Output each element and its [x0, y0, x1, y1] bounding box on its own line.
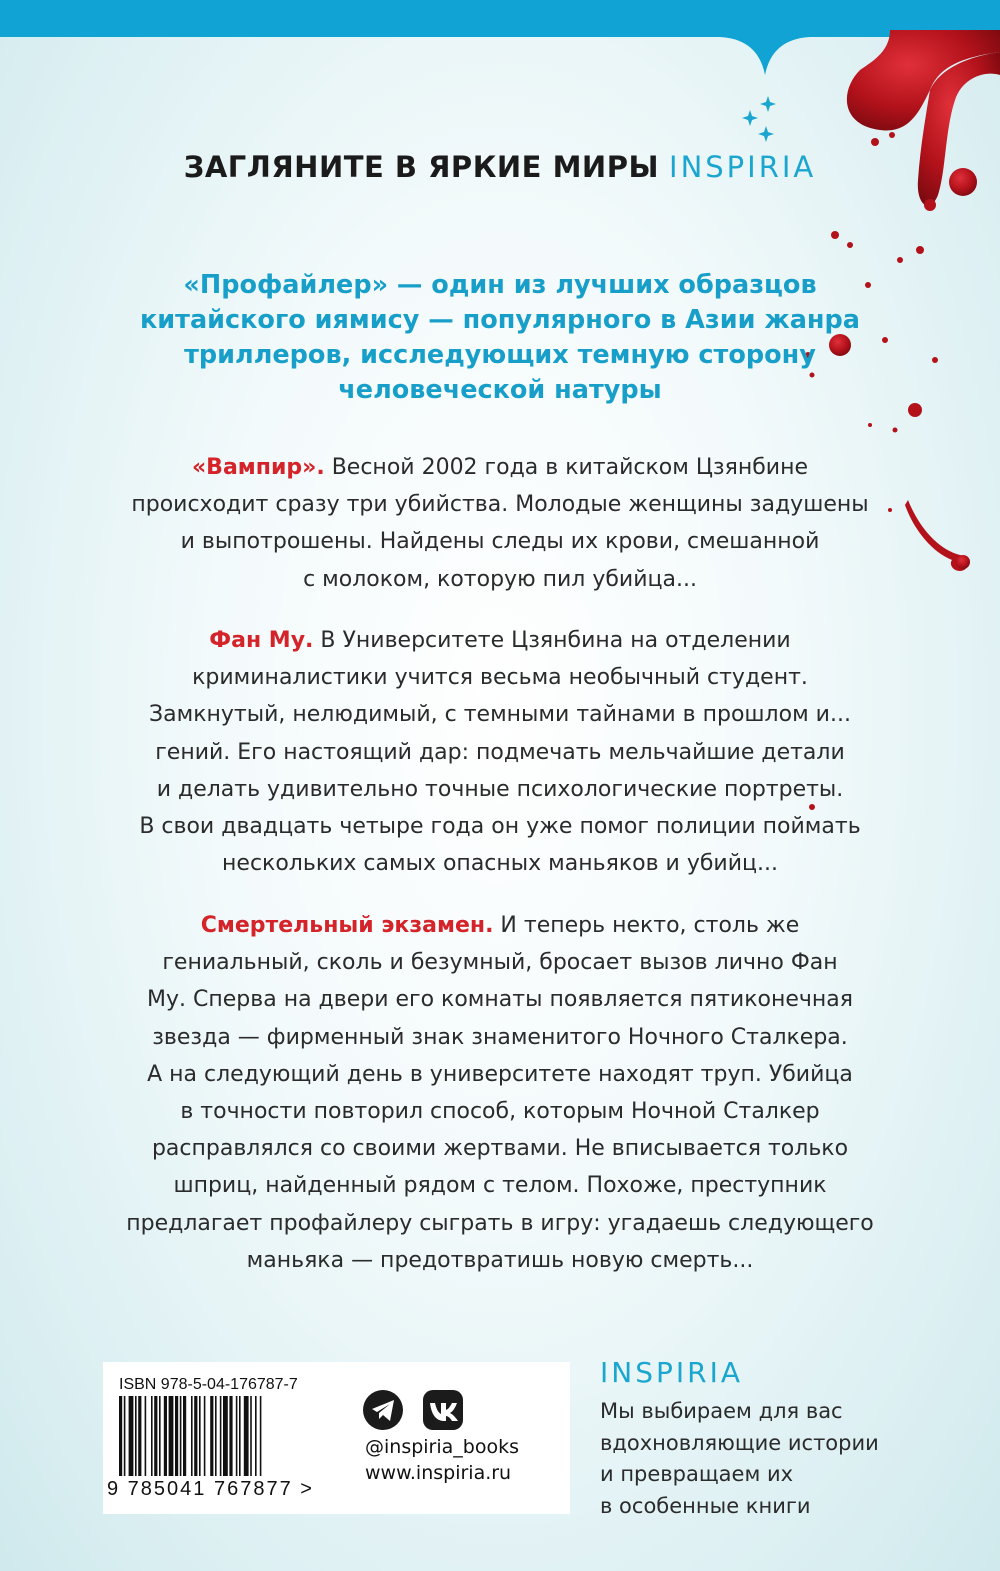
isbn-box [103, 1362, 570, 1514]
paragraph-line: гений. Его настоящий дар: подмечать мельчайшие детали [155, 739, 845, 765]
social-handle[interactable]: @inspiria_books [365, 1436, 520, 1458]
paragraph-line [80, 907, 920, 944]
paragraph-highlight: Фан Му. [209, 628, 314, 653]
page-headline [0, 150, 1000, 184]
paragraph-vampire [80, 449, 920, 598]
vk-icon[interactable] [423, 1390, 463, 1430]
sparkle-icon [740, 92, 780, 148]
lead-line: китайского иямису — популярного в Азии жанра [139, 305, 860, 335]
paragraph-line [80, 449, 920, 486]
paragraph-line: криминалистики учится весьма необычный студент. [192, 665, 808, 691]
paragraph-line: нескольких самых опасных маньяков и убийц... [222, 851, 778, 877]
paragraph-line: В свои двадцать четыре года он уже помог полиции поймать [139, 814, 861, 840]
paragraph-line: маньяка — предотвратишь новую смерть... [246, 1247, 754, 1273]
paragraph-line: гениальный, сколь и безумный, бросает вызов лично Фан [162, 950, 838, 976]
paragraph-text: Весной 2002 года в китайском Цзянбине [324, 455, 809, 480]
lead-blurb [110, 268, 890, 408]
footer-brand: INSPIRIA [600, 1356, 743, 1389]
tagline-line: и превращаем их [600, 1462, 794, 1486]
paragraph-line: шприц, найденный рядом с телом. Похоже, преступник [173, 1173, 827, 1199]
paragraph-line: в точности повторил способ, которым Ночной Сталкер [180, 1099, 820, 1125]
paragraph-line: происходит сразу три убийства. Молодые женщины задушены [131, 492, 869, 518]
paragraph-line: расправлялся со своими жертвами. Не вписывается только [151, 1136, 849, 1162]
lead-line: «Профайлер» — один из лучших образцов [183, 270, 817, 300]
barcode [119, 1396, 315, 1484]
paragraph-highlight: Смертельный экзамен. [200, 913, 494, 938]
tagline-line: в особенные книги [600, 1493, 811, 1518]
headline-title: ЗАГЛЯНИТЕ В ЯРКИЕ МИРЫ [183, 150, 660, 184]
paragraph-line: предлагает профайлеру сыграть в игру: угадаешь следующего [126, 1210, 874, 1236]
tagline-line: Мы выбираем для вас [600, 1399, 843, 1423]
lead-line: триллеров, исследующих темную сторону [184, 340, 816, 370]
tagline-line: вдохновляющие истории [600, 1430, 879, 1455]
paragraph-line: с молоком, которую пил убийца... [303, 566, 697, 592]
paragraph-text: В Университете Цзянбина на отделении [313, 628, 791, 653]
social-icons [363, 1388, 473, 1432]
paragraph-fan-mu [80, 622, 920, 882]
isbn-label: ISBN 978-5-04-176787-7 [119, 1376, 298, 1393]
paragraph-deadly-exam [80, 907, 920, 1279]
telegram-icon[interactable] [363, 1390, 403, 1430]
paragraph-line: и выпотрошены. Найдены следы их крови, смешанной [180, 529, 820, 555]
paragraph-highlight: «Вампир». [191, 455, 325, 480]
paragraph-text: И теперь некто, столь же [493, 913, 800, 938]
paragraph-line: А на следующий день в университете находят труп. Убийца [147, 1061, 853, 1087]
paragraph-line: и делать удивительно точные психологические портреты. [156, 776, 844, 802]
lead-line: человеческой натуры [338, 375, 662, 405]
headline-brand: INSPIRIA [669, 150, 817, 184]
footer-tagline [600, 1396, 980, 1522]
paragraph-line: звезда — фирменный знак знаменитого Ночного Сталкера. [152, 1024, 848, 1050]
paragraph-line: Му. Сперва на двери его комнаты появляется пятиконечная [147, 987, 853, 1013]
website-link[interactable]: www.inspiria.ru [365, 1462, 512, 1484]
paragraph-line: Замкнутый, нелюдимый, с темными тайнами в прошлом и... [149, 702, 851, 728]
barcode-digits: 9 785041 767877 > [107, 1478, 314, 1500]
paragraph-line [80, 622, 920, 659]
